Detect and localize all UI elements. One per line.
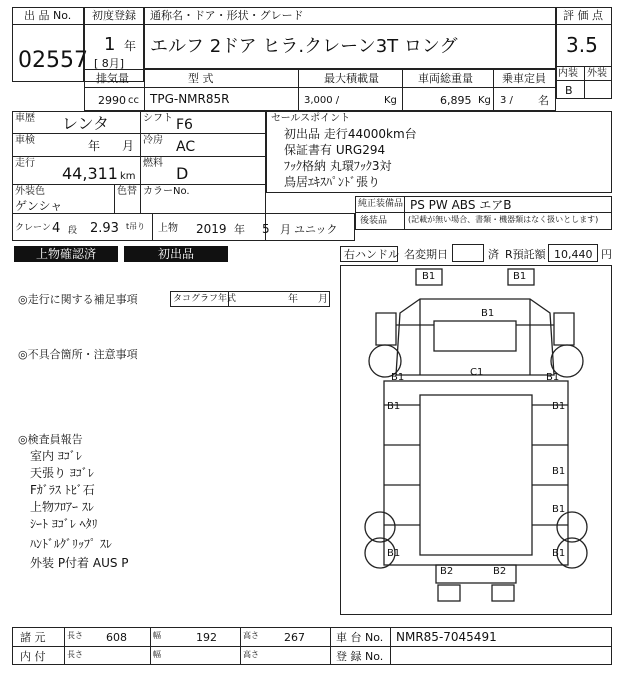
color-label: 外装色 [15,186,45,197]
body-box [152,213,355,241]
inspector-line-2: 天張り ﾖｺﾞﾚ [30,466,94,480]
truck-outline [340,265,612,615]
r-preclaim-label: R預託額 [505,248,546,261]
mark-b2-rear-left: B2 [440,566,454,577]
exterior-label: 外装 [587,68,607,79]
inspector-line-7: 外装 P付着 AUS P [30,556,129,570]
color-change-label: 色替 [117,186,137,197]
inspector-label: ◎検査員報告 [18,433,83,446]
weight-unit: Kg [478,95,491,106]
mileage-note-label: ◎走行に関する補足事項 [18,293,138,306]
name-change-box [452,244,484,262]
mark-b1-left-2: B1 [387,548,401,559]
height-value: 267 [284,631,305,644]
length-label: 長さ [67,631,83,640]
r-preclaim-unit: 円 [601,248,612,261]
grade-value: 3.5 [566,33,598,57]
chassis-label: 車 台 No. [336,631,384,644]
mark-b1-left-door: B1 [391,372,405,383]
registration-label: 初度登録 [92,9,136,22]
mark-b1-front-left: B1 [422,271,436,282]
inspection-label: 車検 [15,135,35,146]
body-confirmed-badge: 上物確認済 [14,246,118,262]
sales-point-line-2: 保証書有 URG294 [284,143,386,157]
history-label: 車歴 [15,113,35,124]
mark-b1-right-1: B1 [552,401,566,412]
reg-no-label: 登 録 No. [336,650,384,663]
inspector-line-5: ｼｰﾄ ﾖｺﾞﾚ ﾍﾀﾘ [30,517,98,531]
interior-grade: B [565,84,573,97]
mark-b1-roof: B1 [481,308,495,319]
rhd-label: 右ハンドル [344,248,399,261]
mark-b1-right-4: B1 [552,548,566,559]
inspection-year: 年 [88,139,101,153]
mark-b1-front-right: B1 [513,271,527,282]
load-label: 最大積載量 [324,72,379,85]
crane-label: クレーン [15,223,51,233]
r-preclaim-value: 10,440 [554,248,593,261]
model-value: TPG-NMR85R [150,92,230,106]
length-value: 608 [106,631,127,644]
fuel-label: 燃料 [143,158,163,169]
mileage-unit: km [120,171,136,182]
inspection-month: 月 [122,139,135,153]
shift-label: シフト [143,113,173,124]
color-value: ゲンシャ [15,199,63,213]
equipment-label: 純正装備品 [358,199,404,209]
displacement-value: 2990 [98,94,126,107]
body-month: 5 [262,222,270,236]
inspector-line-4: 上物ﾌﾛｱｰ ｽﾚ [30,500,94,514]
deregistered-label: 済 [488,248,499,261]
load-value: 3,000 / [304,95,340,106]
body-month-unit: 月 [280,223,291,236]
crane-capacity-unit: t吊り [126,222,146,231]
sales-point-label: セールスポイント [271,113,351,124]
crane-capacity: 2.93 [90,221,119,236]
sales-point-line-4: 鳥居ｴｷｽﾊﾟﾝﾄﾞ張り [284,175,381,189]
defect-label: ◎不具合箇所・注意事項 [18,348,138,361]
displacement-unit: cc [128,95,139,106]
chassis-value: NMR85-7045491 [396,630,497,644]
body-label: 上物 [158,223,178,234]
mark-b1-right-door: B1 [546,372,560,383]
weight-label: 車両総重量 [418,72,473,85]
crane-stages: 4 [52,221,61,236]
fuel-value: D [176,164,189,183]
weight-value: 6,895 [440,94,472,107]
sales-point-line-3: ﾌｯｸ格納 丸環ﾌｯｸ3対 [284,159,392,173]
interior-label: 内装 [558,68,578,79]
model-label: 型 式 [188,72,214,85]
capacity-value: 3 / [500,95,513,106]
mark-b1-right-2: B1 [552,466,566,477]
mark-b1-left-1: B1 [387,401,401,412]
width-value: 192 [196,631,217,644]
capacity-label: 乗車定員 [502,72,546,85]
tacho-year: 年 [288,294,298,305]
tacho-month: 月 [318,294,328,305]
first-listing-badge: 初出品 [124,246,228,262]
height-label: 高さ [243,631,259,640]
inspector-line-6: ﾊﾝﾄﾞﾙｸﾞﾘｯﾌﾟ ｽﾚ [30,537,112,551]
registration-year-unit: 年 [124,39,137,53]
displacement-label: 排気量 [96,72,129,85]
inspector-line-1: 室内 ﾖｺﾞﾚ [30,449,82,463]
shift-value: F6 [176,117,193,133]
capacity-unit: 名 [538,94,549,107]
history-value: レンタ [62,114,109,133]
crane-stage-unit: 段 [68,226,78,236]
ac-label: 冷房 [143,135,163,146]
ac-value: AC [176,139,196,155]
body-year-unit: 年 [234,223,245,236]
retrofit-label: 後装品 [360,216,388,226]
lot-number: 02557 [18,48,88,73]
mileage-value: 44,311 [62,164,118,183]
color-number-label: カラーNo. [143,186,190,197]
mark-b2-rear-right: B2 [493,566,507,577]
width-label-2: 幅 [153,650,161,659]
grade-label: 評 価 点 [563,9,603,22]
equipment-value: PS PW ABS エアB [410,198,512,212]
load-unit: Kg [384,95,397,106]
mark-b1-right-3: B1 [552,504,566,515]
name-change-label: 名変期日 [404,248,448,261]
mark-c1-windshield: C1 [470,367,484,378]
sales-point-line-1: 初出品 走行44000km台 [284,127,417,141]
vehicle-name: エルフ 2ドア ヒラ.クレーン3T ロング [150,36,458,57]
tacho-label: タコグラフ年式 [173,294,237,304]
length-label-2: 長さ [67,650,83,659]
lot-label: 出 品 No. [24,9,72,22]
registration-year: 1 [104,34,116,55]
vehicle-name-label: 通称名・ドア・形状・グレード [150,9,304,22]
retrofit-note: (記載が無い場合、書類・機器類はなく扱いとします) [408,215,599,224]
width-label: 幅 [153,631,161,640]
dims-label: 諸 元 [20,631,46,644]
body-maker: ユニック [294,223,338,236]
dealer-label: 内 付 [20,650,46,663]
body-year: 2019 [196,222,227,236]
height-label-2: 高さ [243,650,259,659]
inspector-line-3: Fｶﾞﾗｽ ﾄﾋﾞ石 [30,483,95,497]
registration-month: [ 8月] [94,57,125,70]
mileage-label: 走行 [15,158,35,169]
